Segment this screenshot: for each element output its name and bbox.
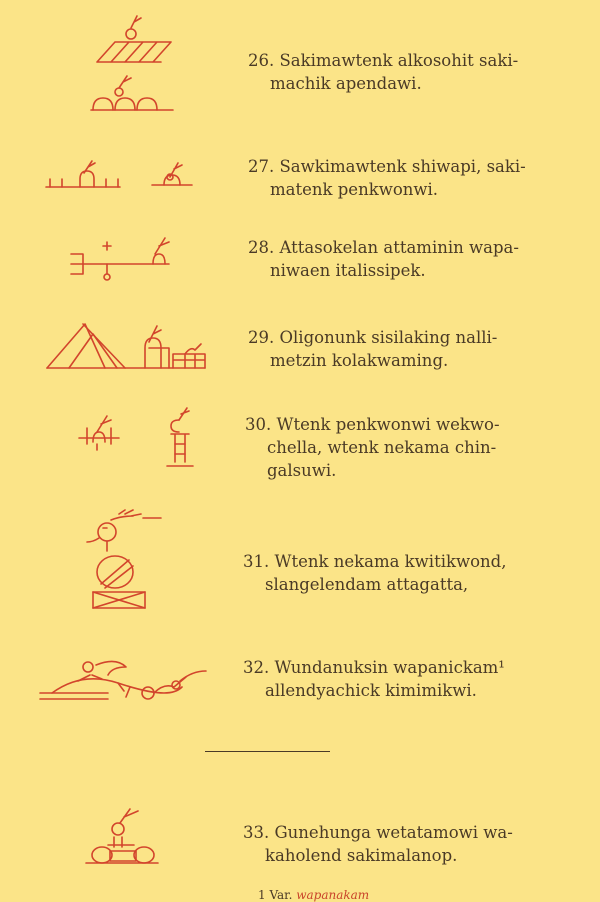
verse-line: allendyachick kimimikwi. bbox=[265, 681, 477, 700]
verse-33 bbox=[243, 821, 513, 867]
verse-line: Wtenk nekama kwitikwond, bbox=[274, 552, 507, 571]
verse-number: 31. bbox=[243, 552, 270, 571]
verse-line: Sawkimawtenk shiwapi, saki- bbox=[279, 157, 526, 176]
verse-line: machik apendawi. bbox=[270, 74, 422, 93]
verse-line: Wtenk penkwonwi wekwo- bbox=[276, 415, 500, 434]
pictograph-32-icon bbox=[38, 655, 213, 707]
verse-27 bbox=[248, 155, 526, 201]
pictograph-31-icon bbox=[85, 510, 165, 615]
verse-28 bbox=[248, 236, 519, 282]
verse-line: galsuwi. bbox=[267, 461, 337, 480]
footnote bbox=[258, 888, 369, 902]
verse-line: niwaen italissipek. bbox=[270, 261, 426, 280]
verse-line: Attasokelan attaminin wapa- bbox=[279, 238, 519, 257]
verse-number: 30. bbox=[245, 415, 272, 434]
verse-30 bbox=[245, 413, 500, 482]
verse-31 bbox=[243, 550, 506, 596]
verse-line: metzin kolakwaming. bbox=[270, 351, 449, 370]
verse-line: kaholend sakimalanop. bbox=[265, 846, 458, 865]
verse-number: 27. bbox=[248, 157, 275, 176]
pictograph-28-icon bbox=[65, 232, 175, 287]
section-divider bbox=[205, 751, 330, 752]
verse-line: Sakimawtenk alkosohit saki- bbox=[279, 51, 519, 70]
verse-number: 33. bbox=[243, 823, 270, 842]
verse-32 bbox=[243, 656, 505, 702]
footnote-marker: 1 Var. bbox=[258, 888, 293, 902]
verse-number: 29. bbox=[248, 328, 275, 347]
verse-line: chella, wtenk nekama chin- bbox=[267, 438, 497, 457]
verse-26 bbox=[248, 49, 518, 95]
verse-number: 26. bbox=[248, 51, 275, 70]
verse-29 bbox=[248, 326, 497, 372]
pictograph-26-icon bbox=[85, 10, 185, 115]
footnote-variant: wapanakam bbox=[296, 888, 370, 902]
verse-number: 32. bbox=[243, 658, 270, 677]
pictograph-33-icon bbox=[84, 805, 164, 867]
verse-line: Gunehunga wetatamowi wa- bbox=[274, 823, 513, 842]
verse-line: matenk penkwonwi. bbox=[270, 180, 439, 199]
verse-number: 28. bbox=[248, 238, 275, 257]
verse-line: slangelendam attagatta, bbox=[265, 575, 469, 594]
verse-line: Oligonunk sisilaking nalli- bbox=[279, 328, 498, 347]
verse-line: Wundanuksin wapanickam¹ bbox=[274, 658, 505, 677]
pictograph-29-icon bbox=[45, 320, 210, 370]
pictograph-30-icon bbox=[75, 408, 195, 473]
pictograph-27-icon bbox=[40, 155, 200, 195]
